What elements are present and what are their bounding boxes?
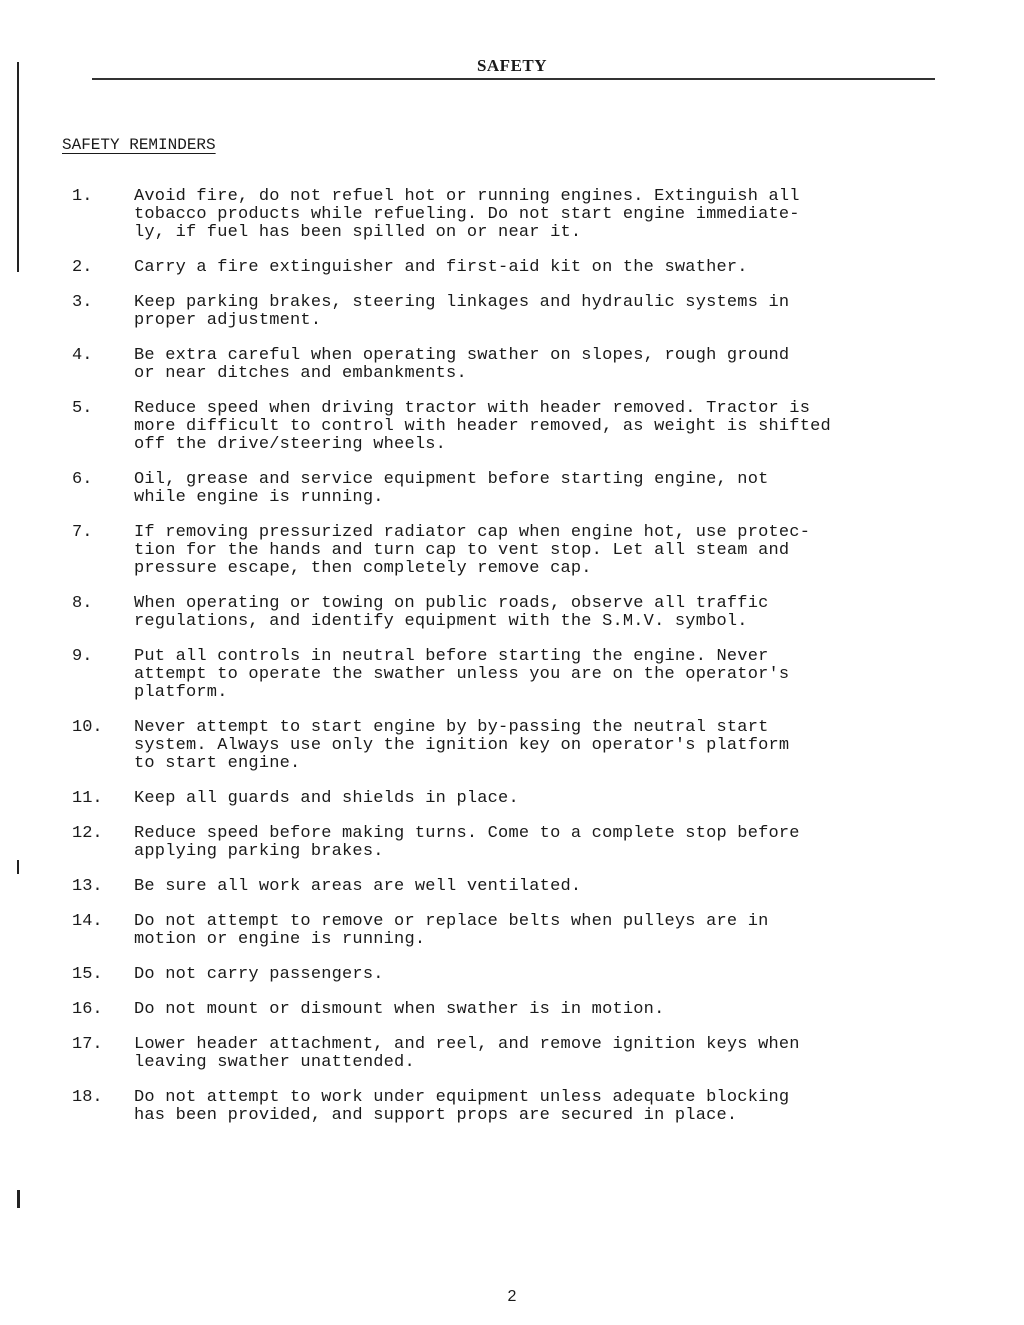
item-text: Avoid fire, do not refuel hot or running engines. Extinguish all tobacco products while refueling. Do not start engine immediate- ly, if fuel has been spilled on or near it. [134, 187, 800, 242]
list-item [62, 913, 942, 949]
item-text: Do not attempt to remove or replace belts when pulleys are in motion or engine is running. [134, 912, 769, 949]
item-text: Do not attempt to work under equipment unless adequate blocking has been provided, and support props are secured in place. [134, 1088, 790, 1125]
item-text: Lower header attachment, and reel, and remove ignition keys when leaving swather unattended. [134, 1035, 800, 1072]
item-text: Keep all guards and shields in place. [134, 789, 519, 808]
scan-mark-left-top [17, 62, 19, 272]
item-number: 10. [72, 718, 103, 737]
page-number: 2 [507, 1288, 517, 1305]
item-number: 15. [72, 965, 103, 984]
list-item [62, 648, 942, 702]
list-item [62, 595, 942, 631]
item-text: Reduce speed when driving tractor with header removed. Tractor is more difficult to control with header removed, as weight is shifted off the drive/steering wheels. [134, 399, 831, 454]
item-number: 18. [72, 1088, 103, 1107]
item-text: When operating or towing on public roads, observe all traffic regulations, and identify equipment with the S.M.V. symbol. [134, 594, 769, 631]
item-number: 2. [72, 258, 93, 277]
item-number: 11. [72, 789, 103, 808]
item-text: Keep parking brakes, steering linkages and hydraulic systems in proper adjustment. [134, 293, 790, 330]
list-item [62, 400, 942, 454]
scan-mark-left-bottom [17, 1190, 20, 1208]
list-item [62, 1089, 942, 1125]
item-text: Put all controls in neutral before starting the engine. Never attempt to operate the swather unless you are on the operator's platform. [134, 647, 790, 702]
page-header-title: SAFETY [476, 56, 548, 75]
item-number: 12. [72, 824, 103, 843]
item-text: If removing pressurized radiator cap when engine hot, use protec- tion for the hands and turn cap to vent stop. Let all steam and pressure escape, then completely remove cap. [134, 523, 811, 578]
list-item [62, 188, 942, 242]
item-text: Be extra careful when operating swather on slopes, rough ground or near ditches and embankments. [134, 346, 790, 383]
list-item [62, 825, 942, 861]
reminder-list [62, 188, 942, 1142]
item-number: 7. [72, 523, 93, 542]
item-number: 8. [72, 594, 93, 613]
item-number: 17. [72, 1035, 103, 1054]
item-number: 3. [72, 293, 93, 312]
item-text: Do not mount or dismount when swather is in motion. [134, 1000, 665, 1019]
section-title: SAFETY REMINDERS [62, 136, 216, 154]
list-item [62, 347, 942, 383]
list-item [62, 719, 942, 773]
list-item [62, 878, 942, 896]
item-number: 5. [72, 399, 93, 418]
scan-mark-left-mid [17, 860, 19, 874]
item-number: 16. [72, 1000, 103, 1019]
list-item [62, 259, 942, 277]
header-rule [92, 78, 935, 80]
item-text: Carry a fire extinguisher and first-aid kit on the swather. [134, 258, 748, 277]
item-number: 9. [72, 647, 93, 666]
item-number: 13. [72, 877, 103, 896]
list-item [62, 524, 942, 578]
list-item [62, 1001, 942, 1019]
item-text: Reduce speed before making turns. Come to a complete stop before applying parking brakes. [134, 824, 800, 861]
item-text: Oil, grease and service equipment before starting engine, not while engine is running. [134, 470, 769, 507]
item-number: 4. [72, 346, 93, 365]
item-number: 6. [72, 470, 93, 489]
list-item [62, 1036, 942, 1072]
list-item [62, 294, 942, 330]
item-number: 14. [72, 912, 103, 931]
list-item [62, 966, 942, 984]
item-text: Never attempt to start engine by by-passing the neutral start system. Always use only the ignition key on operator's platform to start engine. [134, 718, 790, 773]
list-item [62, 790, 942, 808]
item-text: Do not carry passengers. [134, 965, 384, 984]
list-item [62, 471, 942, 507]
item-text: Be sure all work areas are well ventilated. [134, 877, 582, 896]
item-number: 1. [72, 187, 93, 206]
